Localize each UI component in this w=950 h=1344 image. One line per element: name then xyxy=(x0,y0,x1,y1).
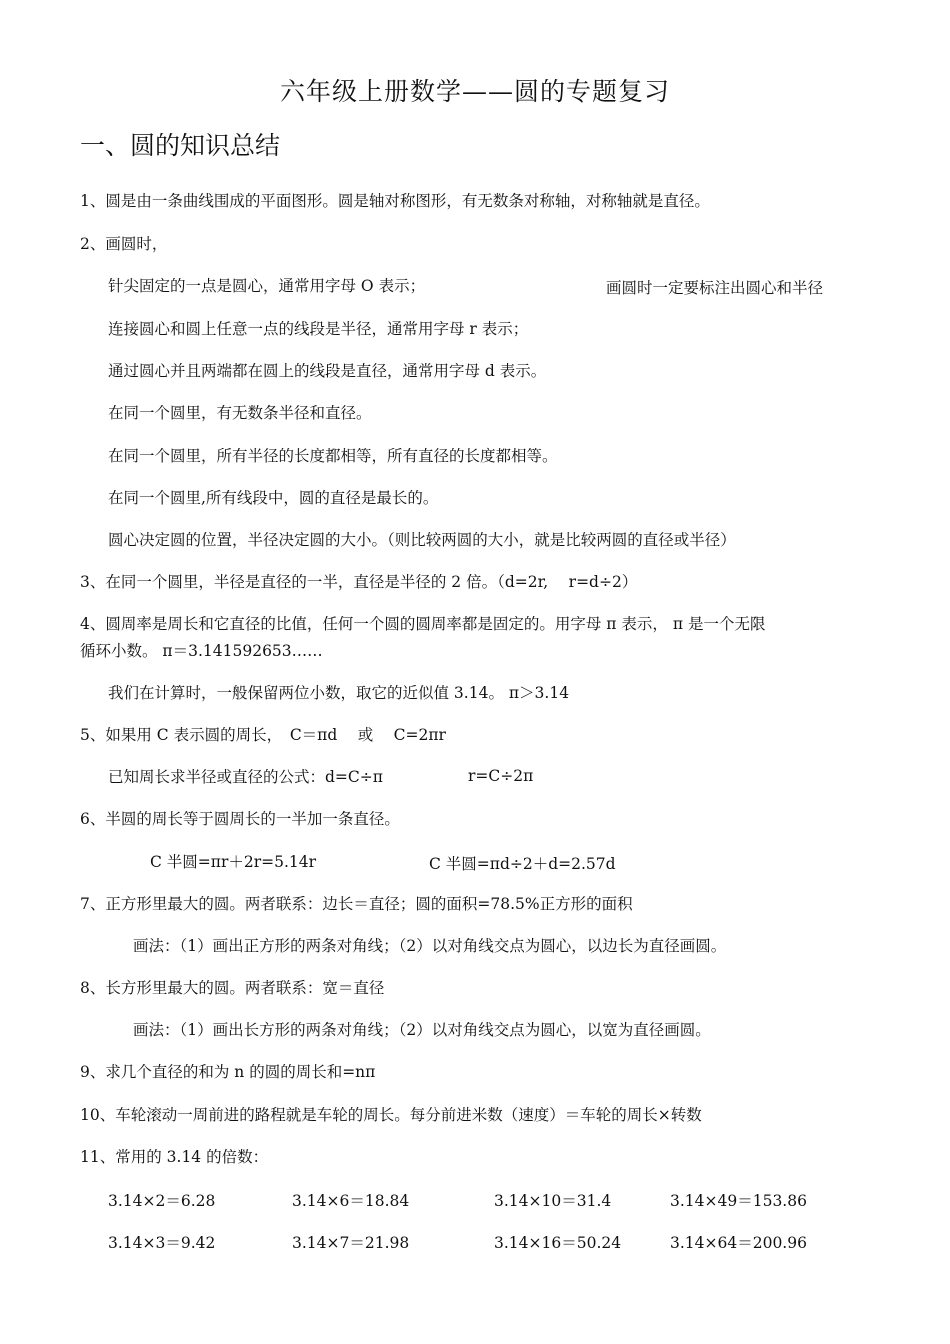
item-3: 3、在同一个圆里，半径是直径的一半，直径是半径的 2 倍。（d=2r, r=d÷2） xyxy=(80,573,638,591)
item-2g: 圆心决定圆的位置，半径决定圆的大小。（则比较两圆的大小，就是比较两圆的直径或半径） xyxy=(108,531,736,549)
item-2f: 在同一个圆里,所有线段中，圆的直径是最长的。 xyxy=(108,489,439,507)
item-6: 6、半圆的周长等于圆周长的一半加一条直径。 xyxy=(80,810,400,828)
multiple-cell: 3.14×16＝50.24 xyxy=(494,1234,622,1252)
section-heading: 一、圆的知识总结 xyxy=(80,131,281,160)
multiple-cell: 3.14×3＝9.42 xyxy=(108,1234,216,1252)
item-8a: 画法：（1）画出长方形的两条对角线；（2）以对角线交点为圆心，以宽为直径画圆。 xyxy=(133,1021,711,1039)
item-6a-right: C 半圆=πd÷2＋d=2.57d xyxy=(429,855,616,873)
item-4-line2: 循环小数。 π＝3.141592653…… xyxy=(80,642,323,660)
item-4a: 我们在计算时，一般保留两位小数，取它的近似值 3.14。 π＞3.14 xyxy=(108,684,570,702)
item-2a-note: 画圆时一定要标注出圆心和半径 xyxy=(606,279,824,297)
item-8: 8、长方形里最大的圆。两者联系：宽＝直径 xyxy=(80,979,385,997)
item-2e: 在同一个圆里，所有半径的长度都相等，所有直径的长度都相等。 xyxy=(108,447,558,465)
item-2a: 针尖固定的一点是圆心，通常用字母 O 表示； xyxy=(108,277,426,295)
multiple-cell: 3.14×6＝18.84 xyxy=(292,1192,410,1210)
multiple-cell: 3.14×7＝21.98 xyxy=(292,1234,410,1252)
item-5a-right: r=C÷2π xyxy=(468,767,534,785)
multiple-cell: 3.14×10＝31.4 xyxy=(494,1192,612,1210)
item-7: 7、正方形里最大的圆。两者联系：边长＝直径；圆的面积=78.5%正方形的面积 xyxy=(80,895,633,913)
item-6a-left: C 半圆=πr＋2r=5.14r xyxy=(150,853,317,871)
item-5a-left: 已知周长求半径或直径的公式：d=C÷π xyxy=(108,768,383,786)
item-10: 10、车轮滚动一周前进的路程就是车轮的周长。每分前进米数（速度）＝车轮的周长×转数 xyxy=(80,1106,702,1124)
item-2b: 连接圆心和圆上任意一点的线段是半径，通常用字母 r 表示； xyxy=(108,320,529,338)
item-2d: 在同一个圆里，有无数条半径和直径。 xyxy=(108,404,372,422)
item-7a: 画法：（1）画出正方形的两条对角线；（2）以对角线交点为圆心，以边长为直径画圆。 xyxy=(133,937,727,955)
item-2c: 通过圆心并且两端都在圆上的线段是直径，通常用字母 d 表示。 xyxy=(108,362,547,380)
item-2: 2、画圆时， xyxy=(80,235,168,253)
item-11: 11、常用的 3.14 的倍数： xyxy=(80,1148,269,1166)
page-title: 六年级上册数学——圆的专题复习 xyxy=(279,77,670,106)
multiple-cell: 3.14×49＝153.86 xyxy=(670,1192,807,1210)
item-5: 5、如果用 C 表示圆的周长， C＝πd 或 C=2πr xyxy=(80,726,446,744)
item-1: 1、圆是由一条曲线围成的平面图形。圆是轴对称图形，有无数条对称轴，对称轴就是直径。 xyxy=(80,192,710,210)
multiple-cell: 3.14×2＝6.28 xyxy=(108,1192,216,1210)
item-9: 9、求几个直径的和为 n 的圆的周长和=nπ xyxy=(80,1063,376,1081)
item-4-line1: 4、圆周率是周长和它直径的比值，任何一个圆的圆周率都是固定的。用字母 π 表示， π 是一个无限 xyxy=(80,615,766,633)
multiple-cell: 3.14×64＝200.96 xyxy=(670,1234,807,1252)
